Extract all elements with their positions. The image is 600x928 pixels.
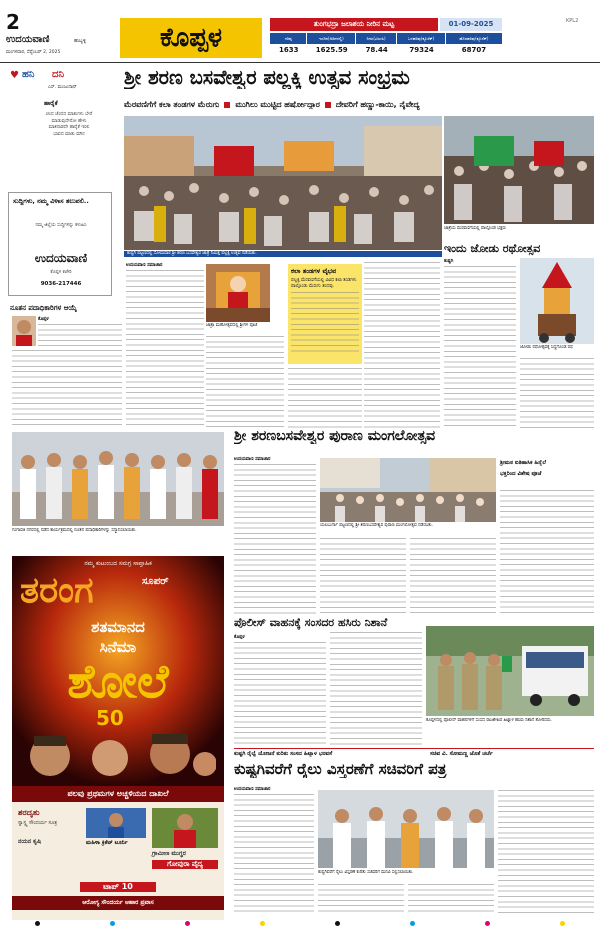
taranga-item1-title: ಶರದೃತು [18, 808, 40, 817]
reg-dot [485, 921, 490, 926]
taranga-title: ಶೋಲೆ [67, 654, 169, 708]
rail-headline: ಕುಷ್ಟಗಿವರೆಗೆ ರೈಲು ವಿಸ್ತರಣೆಗೆ ಸಚಿವರಿಗೆ ಪತ್ರ [234, 760, 447, 778]
main-photo [124, 116, 442, 250]
inset-photo [206, 264, 270, 322]
dam-value: 68707 [461, 46, 487, 54]
reg-dot [260, 921, 265, 926]
purana-body-col-3 [410, 538, 496, 614]
square-icon [224, 102, 230, 108]
district-banner [120, 18, 262, 58]
crowd-photo-graphic [124, 116, 442, 250]
purana-caption: ಯಲಬುರ್ಗಾ ಪಟ್ಟಣದಲ್ಲಿ ಶ್ರೀ ಶರಣಬಸವೇಶ್ವರ ಪುರಾಣ ಮಂಗಲೋತ್ಸವ ನಡೆಯಿತು. [320, 523, 434, 528]
ad-box-body: ನಮ್ಮ ಜಿಲ್ಲೆಯ ಸುದ್ದಿಗಳನ್ನು ಕಳುಹಿಸಿ [35, 223, 87, 228]
chariot-graphic [520, 258, 594, 344]
rail-body-col-4 [498, 790, 594, 916]
police-body-col-2 [330, 632, 422, 746]
purana-photo-graphic [320, 458, 496, 522]
page-number: 2 [6, 10, 20, 34]
art-box-text: ಪಲ್ಲಕ್ಕಿ ಮೆರವಣಿಗೆಯಲ್ಲಿ ವಿವಿಧ ಕಲಾ ತಂಡಗಳು ಪಾಲ್ಗೊಂಡು ಮೆರುಗು ತಂದವು. [291, 278, 357, 289]
dam-col [397, 33, 446, 58]
purana-bullets [500, 460, 594, 478]
dam-level-panel [270, 18, 502, 58]
left-story-body-1 [38, 324, 122, 346]
dam-col [446, 33, 502, 58]
taranga-price: ಟಾಪ್ 10 [80, 882, 156, 892]
taranga-item2-title: ಮಹಿಳಾ ಕ್ರಿಕೆಟ್ ಟೂರ್ನಿ [86, 840, 128, 846]
taranga-item4: ನಯನ ಕೃಷಿ [18, 838, 42, 845]
purana-headline: ಶ್ರೀ ಶರಣಬಸವೇಶ್ವರ ಪುರಾಣ ಮಂಗಲೋತ್ಸವ [234, 428, 436, 444]
rail-meeting-graphic [318, 790, 494, 868]
taranga-line2: ಸಿನೆಮಾ [99, 638, 137, 656]
ratha-body-col-2 [520, 358, 594, 428]
portrait-graphic [12, 316, 36, 346]
rail-photo [318, 790, 494, 868]
group-photo-caption: ಗಂಗಾವತಿ ನಗರದಲ್ಲಿ ನಡೆದ ಕಾರ್ಯಕ್ರಮದಲ್ಲಿ ನೂತನ ಪದಾಧಿಕಾರಿಗಳನ್ನು ಸನ್ಮಾನಿಸಲಾಯಿತು. [12, 528, 137, 533]
rail-kicker-2: ಸಚಿವ ವಿ. ಸೋಮಣ್ಣ ಜೊತೆ ಚರ್ಚೆ [430, 751, 493, 757]
main-photo-caption: ಕುಷ್ಟಗಿ ಪಟ್ಟಣದಲ್ಲಿ ಸೋಮವಾರ ಶ್ರೀ ಶರಣ ಬಸವೇಶ್ವರ ಜಾತ್ರೆ ನಿಮಿತ್ತ ಪಲ್ಲಕ್ಕಿ ಉತ್ಸವ ನಡೆಯಿತು. [124, 251, 442, 257]
side-photo [444, 116, 594, 224]
dam-header: ಒಳಹರಿವು(ಕ್ಯೂಸೆಕ್) [397, 33, 446, 44]
main-headline: ಶ್ರೀ ಶರಣ ಬಸವೇಶ್ವರ ಪಲ್ಲಕ್ಕಿ ಉತ್ಸವ ಸಂಭ್ರಮ [124, 66, 410, 89]
side-photo-caption: ಜಾತ್ರೆಯ ಮೆರವಣಿಗೆಯಲ್ಲಿ ಪಾಲ್ಗೊಂಡ ಭಕ್ತರು [444, 226, 507, 231]
taranga-ad [12, 556, 224, 920]
dam-value: 1625.59 [315, 46, 348, 54]
edition-name: ಹುಬ್ಬಳ್ಳಿ [74, 38, 87, 44]
reg-dot [560, 921, 565, 926]
taranga-number: 50 [96, 706, 124, 730]
actors-graphic [20, 728, 216, 782]
ad-hani-dani [8, 66, 116, 190]
rail-byline: ಉದಯವಾಣಿ ಸಮಾಚಾರ [234, 787, 271, 792]
purana-photo [320, 458, 496, 522]
left-story-photo [12, 316, 36, 346]
main-body-col-1 [126, 270, 204, 314]
village-graphic [152, 808, 218, 848]
taranga-item3: ಗ್ರಾಮೀಣ ಮುಗ್ಧರ [152, 850, 186, 857]
ratha-byline: ಕುಷ್ಟಗಿ [444, 259, 454, 264]
ratha-photo [520, 258, 594, 344]
group-photo [12, 432, 224, 526]
masthead [0, 0, 600, 62]
police-byline: ಕೊಪ್ಪಳ [234, 635, 245, 640]
taranga-footer: ಆರೋಗ್ಯ ಸೌಂದರ್ಯ ಆಹಾರ ಪ್ರವಾಸ [12, 896, 224, 910]
main-body-col-4 [288, 368, 362, 428]
ad-box-office: ಕೊಪ್ಪಳ ಕಚೇರಿ [50, 270, 72, 275]
taranga-actors-photo [20, 728, 216, 782]
group-photo-graphic [12, 432, 224, 526]
main-byline: ಉದಯವಾಣಿ ಸಮಾಚಾರ [126, 263, 163, 268]
purana-byline: ಉದಯವಾಣಿ ಸಮಾಚಾರ [234, 457, 271, 462]
district-name: ಕೊಪ್ಪಳ [159, 23, 223, 53]
police-headline: ಪೊಲೀಸ್ ವಾಹನಕ್ಕೆ ಸಂಸದರ ಹಸಿರು ನಿಶಾನೆ [234, 616, 388, 629]
police-caption: ಕೊಪ್ಪಳದಲ್ಲಿ ಪೊಲೀಸ್ ವಾಹನಗಳಿಗೆ ಸಂಸದ ರಾಜಶೇಖರ ಹಿಟ್ನಾಳ ಹಸಿರು ನಿಶಾನೆ ತೋರಿದರು. [426, 718, 552, 723]
purana-body-col-1 [234, 464, 316, 614]
ad-box-brand: ಉದಯವಾಣಿ [34, 251, 88, 265]
page-code: KPL2 [566, 18, 579, 24]
dam-value: 79324 [409, 46, 434, 54]
dam-header: ಹೊರಹರಿವು(ಕ್ಯೂಸೆಕ್) [446, 33, 502, 44]
police-photo [426, 626, 594, 716]
ad-sub: ಎಸ್. ಮಂಜುನಾಥ್ [48, 85, 77, 90]
dam-panel-title: ತುಂಗಭದ್ರಾ ಜಲಾಶಯ ನೀರಿನ ಮಟ್ಟ [270, 18, 438, 31]
art-box [288, 264, 362, 364]
rail-kicker: ಕುಷ್ಟಗಿ ರೈಲ್ವೆ ಯೋಜನೆ ಕುರಿತು ಸಂಸದ ಹಿಟ್ನಾಳ ಭರವಸೆ [234, 751, 333, 757]
taranga-item1-sub: ಸ್ವಾಸ್ಥ್ಯ ಸೌಂದರ್ಯ ಸೂತ್ರ [18, 820, 58, 826]
taranga-tagline: ಪಲವು ಪ್ರಥಮಗಳ ಅಚ್ಚಳಿಯದ ದಾಖಲೆ [12, 786, 224, 802]
brand-logo: ಉದಯವಾಣಿ [6, 34, 50, 45]
masthead-rule [0, 62, 600, 63]
square-icon [325, 102, 331, 108]
purana-bullet-1: ಶ್ರೀಮಠ ಐತಿಹಾಸಿಕ ಹಿನ್ನೆಲೆ [500, 460, 547, 466]
taranga-item3-b: ಗೋವುರಾ ವೈದ್ಯ [152, 860, 218, 869]
reg-dot [410, 921, 415, 926]
reg-dot [110, 921, 115, 926]
ad-brand-b: ದನಿ [52, 69, 65, 80]
ad-brand-a: ಹನಿ [22, 69, 35, 80]
dam-panel-date: 01-09-2025 [440, 18, 502, 31]
main-body-col-3 [126, 318, 204, 428]
dam-value: 78.44 [365, 46, 388, 54]
reg-dot [35, 921, 40, 926]
purana-body-col-2 [320, 538, 406, 614]
procession-photo-graphic [444, 116, 594, 224]
ad-box-phone: 9036-217446 [40, 281, 82, 287]
rail-body-col-1 [234, 794, 314, 916]
rail-caption: ಕುಷ್ಟಗಿವರೆಗೆ ರೈಲು ವಿಸ್ತರಣೆ ಕುರಿತು ಸಚಿವರಿಗೆ ಮನವಿ ಸಲ್ಲಿಸಲಾಯಿತು. [318, 870, 414, 875]
cricket-graphic [86, 808, 146, 838]
purana-body-col-4 [500, 490, 594, 614]
art-box-body [291, 292, 359, 352]
print-registration-marks [0, 918, 600, 928]
rail-body-col-3 [408, 884, 494, 916]
taranga-super: ಸೂಪರ್ [142, 576, 169, 587]
ad-box-kicker: ಸುದ್ದಿಗಳು, ನಮ್ಮ ವಿಳಾಸ ತಲುಪಲಿ.. [13, 197, 89, 205]
taranga-brand: ತರಂಗ [20, 570, 94, 611]
main-body-col-5 [364, 262, 440, 428]
dam-table [270, 33, 502, 58]
ad-news-box [8, 192, 112, 296]
art-box-title: ಕಲಾ ತಂಡಗಳ ವೈಭವ [291, 267, 337, 275]
heart-icon: ♥ [10, 70, 19, 81]
left-story-byline: ಕೊಪ್ಪಳ [38, 317, 49, 322]
ratha-headline: ಇಂದು ಜೋಡು ರಥೋತ್ಸವ [444, 242, 541, 255]
left-story-headline: ನೂತನ ಪದಾಧಿಕಾರಿಗಳ ಆಯ್ಕೆ [10, 304, 77, 312]
reg-dot [185, 921, 190, 926]
deck-1: ಮೆರವಣಿಗೆಗೆ ಕಲಾ ತಂಡಗಳ ಮೆರುಗು [124, 100, 220, 109]
rail-top-rule [234, 748, 594, 749]
deck-3: ದೇವರಿಗೆ ಹಣ್ಣು-ಕಾಯಿ, ನೈವೇದ್ಯ [335, 100, 420, 109]
dam-col [307, 33, 356, 58]
rail-body-col-2 [318, 884, 404, 916]
swami-photo-graphic [206, 264, 270, 322]
ratha-caption: ಜೋಡು ರಥೋತ್ಸವಕ್ಕೆ ಸಿದ್ಧಗೊಂಡ ರಥ [520, 345, 573, 350]
reg-dot [335, 921, 340, 926]
main-body-col-2 [206, 336, 284, 428]
date-line: ಮಂಗಳವಾರ, ಸೆಪ್ಟೆಂಬರ್ 2, 2025 [6, 50, 61, 55]
dam-header: ಇಂದಿನ(ಅಡಿಗಳಲ್ಲಿ) [307, 33, 356, 44]
dam-col [356, 33, 397, 58]
purana-bullet-2: ಭಕ್ತರಿಂದ ವಿಶೇಷ ಪೂಜೆ [500, 471, 542, 477]
deck-2: ಮುಗಿಲು ಮುಟ್ಟಿದ ಹರ್ಷೋದ್ಗಾರ [235, 100, 320, 109]
dam-value: 1633 [278, 46, 299, 54]
ratha-body-col-1 [444, 266, 516, 428]
taranga-top-text: ನಮ್ಮ ಕುಟುಂಬದ ಸಮಗ್ರ ಸಾಪ್ತಾಹಿಕ [84, 560, 152, 567]
ad-kicker: ಹಾರೈಕೆ [44, 100, 58, 107]
dam-header: ನೀರು(ಟಿಎಂಸಿ) [356, 33, 397, 44]
taranga-village-photo [152, 808, 218, 848]
dam-header: ಗರಿಷ್ಠ [270, 33, 307, 44]
dam-col [270, 33, 307, 58]
taranga-cricket-photo [86, 808, 146, 838]
police-body-col-1 [234, 642, 326, 746]
ad-body: ಚಂದ ಚೆಂದದ ಮಾತುಗಳು ಬೇರೆ ಮಾಡುವುದೇನೋ ಹೇಳು ಮಾತನಾಡದೇ ಹಾರೈಕೆ ಇರಲಿ ಭಾವದ ಮಾತು ಮೌನ [45, 112, 93, 137]
police-vehicle-graphic [426, 626, 594, 716]
left-story-body-2 [12, 350, 122, 428]
main-decks [124, 98, 594, 112]
taranga-line1: ಶತಮಾನದ [91, 618, 145, 636]
inset-caption: ಜಾತ್ರಾ ಮಹೋತ್ಸವದಲ್ಲಿ ಶ್ರೀಗಳ ಪೂಜೆ [206, 323, 258, 328]
